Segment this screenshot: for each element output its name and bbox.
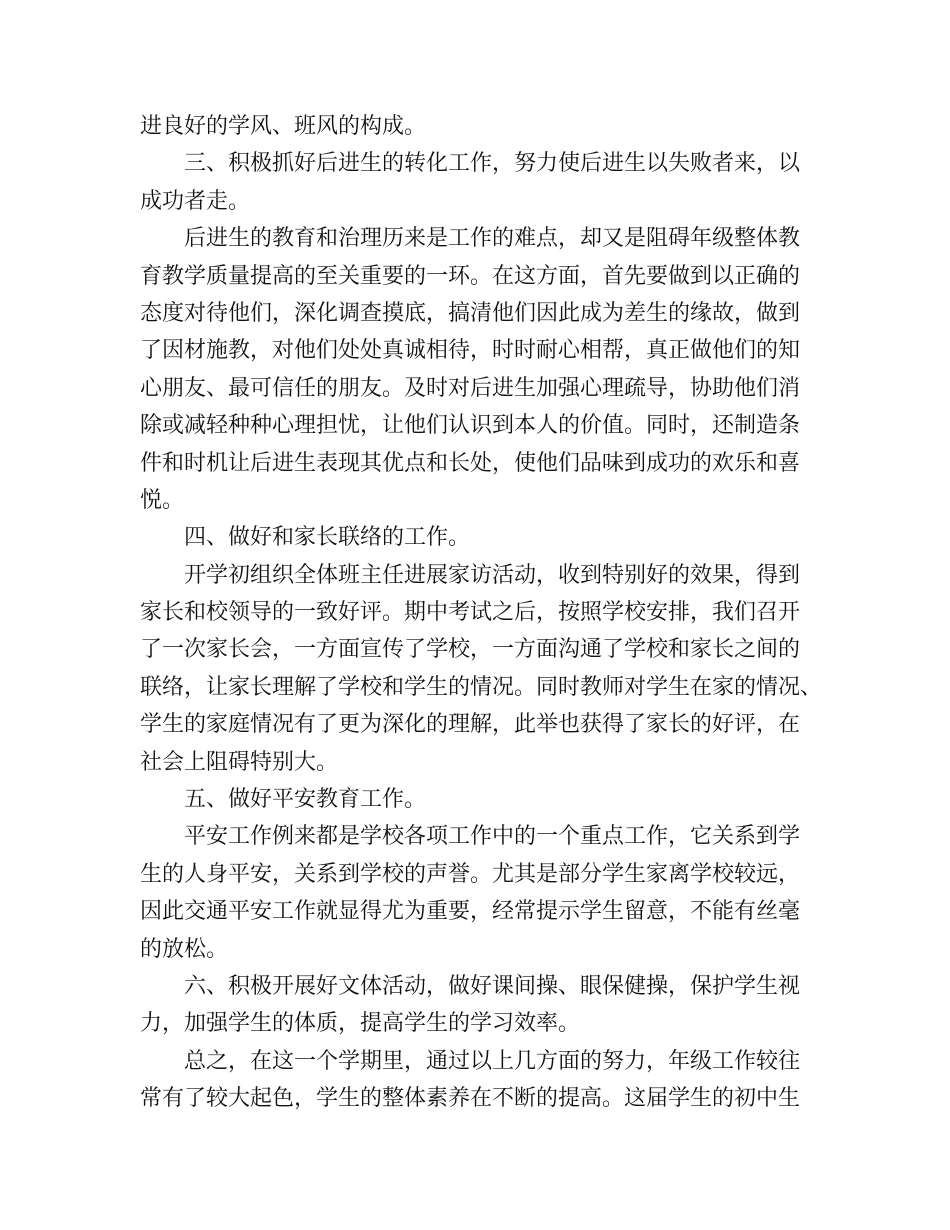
text-line: 开学初组织全体班主任进展家访活动，收到特别好的效果，得到	[184, 562, 801, 588]
text-line: 除或减轻种种心理担忧，让他们认识到本人的价值。同时，还制造条	[140, 413, 801, 439]
text-line: 平安工作例来都是学校各项工作中的一个重点工作，它关系到学	[184, 824, 801, 850]
text-line: 成功者走。	[140, 188, 251, 214]
text-line: 进良好的学风、班风的构成。	[140, 114, 427, 139]
text-line: 育教学质量提高的至关重要的一环。在这方面，首先要做到以正确的	[140, 263, 801, 289]
text-line: 态度对待他们，深化调查摸底，搞清他们因此成为差生的缘故，做到	[140, 300, 801, 326]
text-line: 力，加强学生的体质，提高学生的学习效率。	[140, 1011, 581, 1037]
text-line: 家长和校领导的一致好评。期中考试之后，按照学校安排，我们召开	[140, 600, 801, 626]
section-heading: 三、积极抓好后进生的转化工作，努力使后进生以失败者来，以	[184, 151, 801, 177]
text-line: 总之，在这一个学期里，通过以上几方面的努力，年级工作较往	[184, 1048, 801, 1074]
text-line: 件和时机让后进生表现其优点和长处，使他们品味到成功的欢乐和喜	[140, 450, 801, 476]
text-line: 学生的家庭情况有了更为深化的理解，此举也获得了家长的好评，在	[140, 712, 801, 738]
text-line: 因此交通平安工作就显得尤为重要，经常提示学生留意，不能有丝毫	[140, 899, 801, 925]
text-line: 生的人身平安，关系到学校的声誉。尤其是部分学生家离学校较远，	[140, 861, 801, 887]
text-line: 常有了较大起色，学生的整体素养在不断的提高。这届学生的初中生	[140, 1086, 801, 1112]
section-heading: 五、做好平安教育工作。	[184, 787, 427, 813]
text-line: 心朋友、最可信任的朋友。及时对后进生加强心理疏导，协助他们消	[140, 375, 801, 401]
text-line: 悦。	[140, 487, 185, 513]
text-line: 了一次家长会，一方面宣传了学校，一方面沟通了学校和家长之间的	[140, 637, 801, 663]
text-line: 的放松。	[140, 936, 229, 962]
text-line: 了因材施教，对他们处处真诚相待，时时耐心相帮，真正做他们的知	[140, 338, 801, 364]
section-heading: 四、做好和家长联络的工作。	[184, 525, 471, 551]
section-heading: 六、积极开展好文体活动，做好课间操、眼保健操，保护学生视	[184, 973, 801, 999]
text-line: 后进生的教育和治理历来是工作的难点，却又是阻碍年级整体教	[184, 226, 801, 252]
text-line: 联络，让家长理解了学校和学生的情况。同时教师对学生在家的情况、	[140, 674, 823, 700]
document-body	[140, 108, 823, 1118]
text-line: 社会上阻碍特别大。	[140, 749, 339, 775]
